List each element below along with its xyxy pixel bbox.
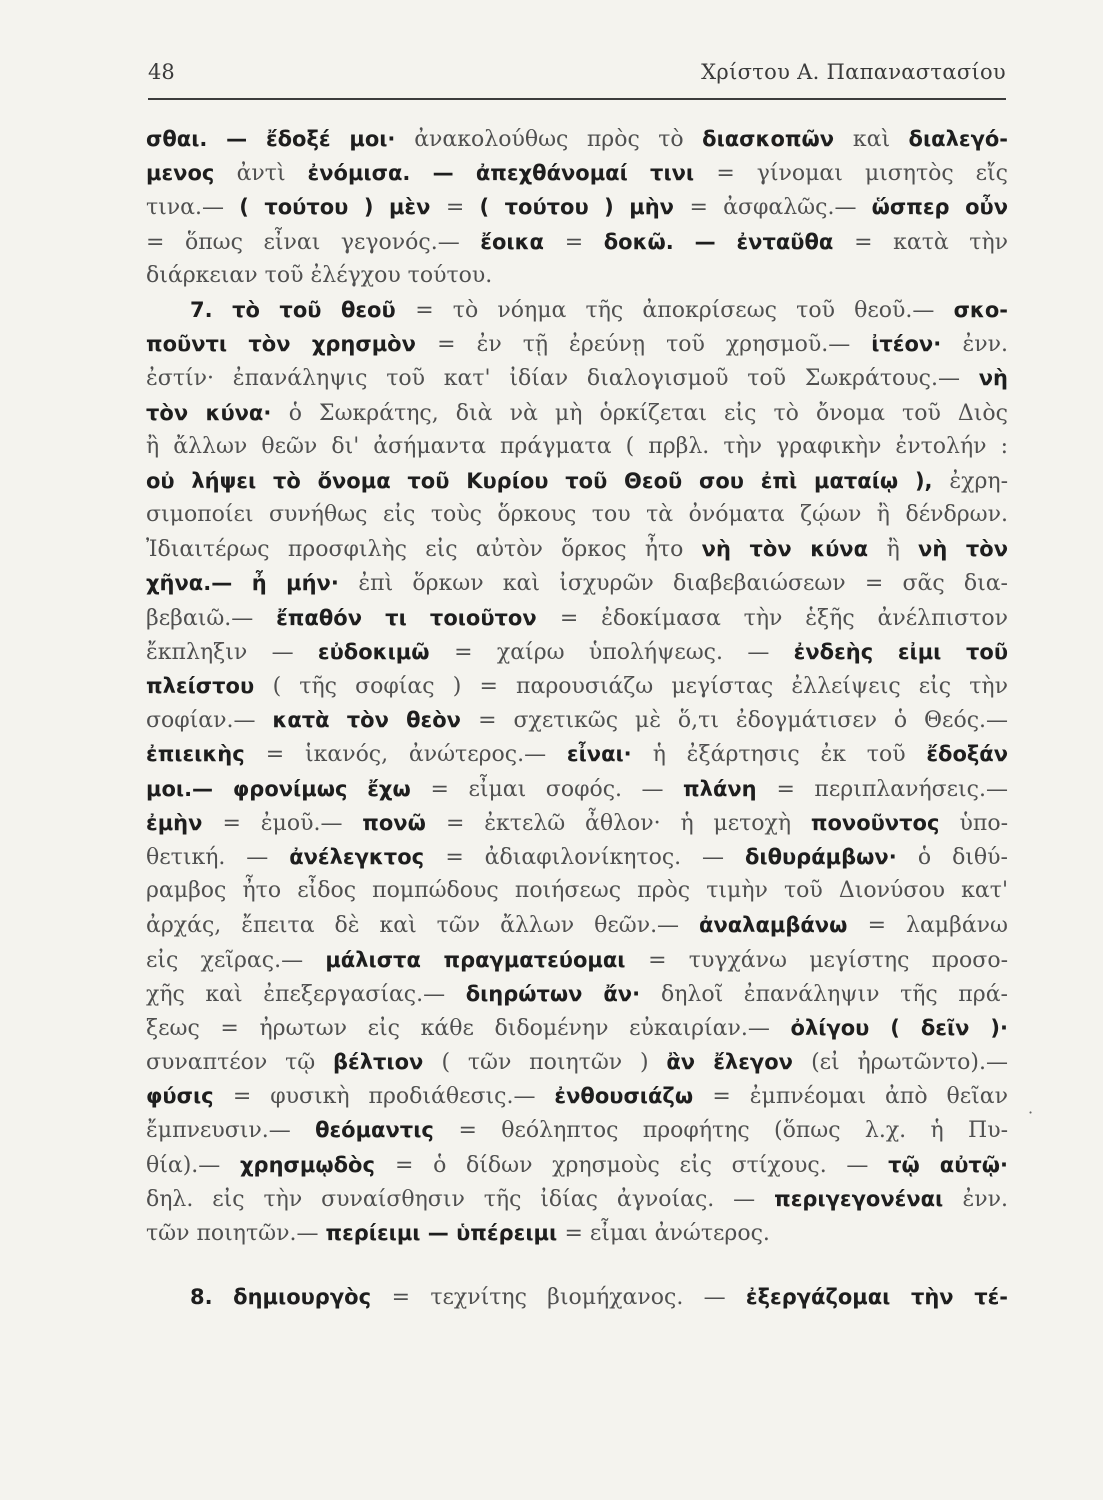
definition-text: = γίνομαι μισητὸς εἴς [716,161,1008,187]
bold-term: ( τούτου ) μὲν [239,195,446,220]
definition-text: θία).— [146,1152,241,1178]
text-line [146,669,1008,703]
text-line [146,1216,1008,1250]
glossary-text [146,122,1008,1314]
bold-term: νὴ [978,366,1008,391]
text-line [146,840,1008,874]
definition-text: συναπτέον τῷ [146,1050,333,1076]
text-line [146,122,1008,156]
definition-text: ( τῶν ποιητῶν ) [441,1050,667,1076]
definition-text: = φυσικὴ προδιάθεσις.— [232,1084,555,1110]
definition-text: καὶ [852,127,909,152]
definition-text: διάρκειαν τοῦ ἐλέγχου τούτου. [146,262,493,288]
definition-text: δηλοῖ ἐπανάληψιν τῆς πρά- [660,981,1008,1007]
definition-text: = τεχνίτης βιομήχανος. — [391,1285,746,1311]
bold-term: περιγεγονέναι [774,1186,963,1211]
definition-text: τινα.— [146,195,240,221]
bold-term: ὀλίγου ( δεῖν )· [790,1015,1008,1040]
bold-term: ( τούτου ) μὴν [479,195,690,220]
bold-term: διθυράμβων· [744,844,918,869]
bold-term: ἐπιεικὴς [146,742,266,767]
text-line [146,1079,1008,1113]
definition-text: = ἀδιαφιλονίκητος. — [445,844,745,870]
text-line [146,396,1008,430]
definition-text: δηλ. εἰς τὴν συναίσθησιν τῆς ἰδίας ἀγνοίας. — [146,1186,775,1212]
text-line [146,532,1008,566]
definition-text: = ἐδοκίμασα τὴν ἑξῆς ἀνέλπιστον [559,605,1008,631]
bold-term: χῆνα.— ἦ μήν· [146,571,359,596]
bold-term: 8. δημιουργὸς [190,1285,392,1310]
bold-term: θεόμαντις [315,1118,459,1143]
bold-term: ἐμὴν [146,810,223,835]
definition-text: = ἐν τῇ ἐρεύνῃ τοῦ χρησμοῦ.— [437,332,872,358]
bold-term: σθαι. — ἔδοξέ μοι· [146,127,415,151]
definition-text: βεβαιῶ.— [146,605,277,631]
definition-text: ὁ διθύ- [917,844,1008,870]
definition-text: = λαμβάνω [867,913,1008,939]
bold-term: ἐξεργάζομαι τὴν τέ- [745,1285,1008,1310]
definition-text: ἐχρη- [949,468,1008,494]
bold-term: νὴ τὸν [918,537,1009,562]
page-number: 48 [148,60,175,84]
definition-text: ἐνν. [962,1186,1008,1212]
definition-text: ἀνακολούθως πρὸς τὸ [414,127,703,152]
bold-term: ἔοικα [480,229,565,254]
text-line [146,1045,1008,1079]
definition-text: ἢ [886,537,919,563]
definition-text: ἡ ἐξάρτησις ἐκ τοῦ [652,742,927,768]
bold-term: ἰτέον· [871,332,963,357]
definition-text: σιμοποίει συνήθως εἰς τοὺς ὅρκους του τὰ ὀνόματα ζῴων ἢ δένδρων. [146,502,1008,528]
bold-term: ἐνδεὴς εἰμι τοῦ [793,639,1008,664]
text-line [146,327,1008,361]
definition-text: = τυγχάνω μεγίστης προσο- [648,947,1008,973]
bold-term: ἀναλαμβάνω [699,913,868,938]
definition-text: ὑπο- [959,810,1009,836]
text-line [146,225,1008,259]
bold-term: τὸν κύνα· [146,400,289,425]
bold-term: νὴ τὸν κύνα [701,537,887,562]
text-line [146,1148,1008,1182]
definition-text: ἐστίν· ἐπανάληψις τοῦ κατ' ἰδίαν διαλογισμοῦ τοῦ Σωκράτους.— [146,366,979,392]
bold-term: ἐνθουσιάζω [554,1084,713,1109]
text-line [146,1182,1008,1216]
definition-text: = σχετικῶς μὲ ὅ,τι ἐδογμάτισεν ὁ Θεός.— [478,708,1009,734]
text-line [146,1011,1008,1045]
text-line [146,874,1008,908]
definition-text: θετική. — [146,844,290,870]
text-line [146,464,1008,498]
text-line [146,908,1008,942]
bold-term: 7. τὸ τοῦ θεοῦ [190,297,416,322]
definition-text: ( τῆς σοφίας ) = παρουσιάζω μεγίστας ἐλλείψεις εἰς τὴν [272,674,1008,699]
text-line [146,635,1008,669]
definition-text: = ἱκανός, ἀνώτερος.— [265,742,567,768]
text-line [146,566,1008,600]
definition-text: ὁ Σωκράτης, διὰ νὰ μὴ ὁρκίζεται εἰς τὸ ὄνομα τοῦ Διὸς [288,400,1008,426]
text-line [146,772,1008,806]
running-title: Χρίστου Α. Παπαναστασίου [701,60,1006,84]
bold-term: δοκῶ. — ἐνταῦθα [603,229,855,254]
text-line [146,1113,1008,1147]
definition-text: τῶν ποιητῶν.— [146,1221,326,1246]
paragraph-gap [146,1250,1008,1280]
definition-text: = [445,195,480,221]
bold-term: πλάνη [683,776,777,801]
definition-text: = ἐμοῦ.— [222,810,363,836]
text-line [146,430,1008,464]
bold-term: ὥσπερ οὖν [871,195,1008,220]
bold-term: σκο- [953,297,1008,322]
definition-text: = περιπλανήσεις.— [776,776,1008,802]
text-line [146,1280,1008,1314]
bold-term: διηρώτων ἄν· [465,981,661,1006]
header-rule [148,98,1006,100]
bold-term: ἀνέλεγκτος [289,844,446,869]
bold-term: περίειμι — ὑπέρειμι [325,1221,565,1245]
bold-term: ἐνόμισα. — ἀπεχθάνομαί τινι [307,161,717,186]
bold-term: χρησμῳδὸς [240,1152,395,1177]
text-line [146,737,1008,771]
definition-text: σοφίαν.— [146,708,273,734]
bold-term: ἔδοξάν [926,742,1009,767]
definition-text: ραμβος ἦτο εἶδος πομπώδους ποιήσεως πρὸς τιμὴν τοῦ Διονύσου κατ' [146,878,1008,904]
definition-text: = ἐμπνέομαι ἀπὸ θεῖαν [712,1084,1009,1110]
definition-text: = τὸ νόημα τῆς ἀποκρίσεως τοῦ θεοῦ.— [415,297,954,323]
definition-text: Ἰδιαιτέρως προσφιλὴς εἰς αὐτὸν ὅρκος ἦτο [146,537,702,563]
bold-term: τῷ αὐτῷ· [888,1152,1009,1177]
definition-text: ἀντὶ [236,161,308,187]
definition-text: ἔμπνευσιν.— [146,1118,316,1144]
definition-text: ἔκπληξιν — [146,639,318,665]
definition-text: χῆς καὶ ἐπεξεργασίας.— [146,981,466,1007]
definition-text: ἢ ἄλλων θεῶν δι' ἀσήμαντα πράγματα ( πρβλ. τὴν γραφικὴν ἐντολήν : [146,433,1008,459]
running-header [148,60,1006,90]
definition-text: = θεόληπτος προφήτης (ὅπως λ.χ. ἡ Πυ- [458,1118,1009,1144]
bold-term: βέλτιον [333,1050,442,1075]
bold-term: διασκοπῶν [702,127,853,151]
text-line [146,190,1008,224]
bold-term: εὐδοκιμῶ [317,639,455,664]
bold-term: μάλιστα πραγματεύομαι [325,947,649,972]
bold-term: διαλεγό- [908,127,1009,151]
margin-mark: · [1028,1103,1034,1122]
text-line [146,293,1008,327]
definition-text: = [564,229,604,255]
text-line [146,977,1008,1011]
definition-text: (εἰ ἠρωτῶντο).— [811,1050,1009,1076]
definition-text: ἐνν. [962,332,1009,358]
text-line [146,361,1008,395]
text-line [146,703,1008,737]
bold-term: ἂν ἔλεγον [666,1050,812,1075]
bold-term: φύσις [146,1084,233,1109]
bold-term: πονοῦντος [810,810,960,835]
bold-term: κατὰ τὸν θεὸν [272,708,479,733]
definition-text: = ἀσφαλῶς.— [689,195,872,221]
definition-text: = εἶμαι ἀνώτερος. [564,1221,770,1246]
definition-text: ἐπὶ ὅρκων καὶ ἰσχυρῶν διαβεβαιώσεων = σᾶς δια- [358,571,1008,597]
bold-term: πλείστου [146,674,273,698]
definition-text: = ἐκτελῶ ἆθλον· ἡ μετοχὴ [445,810,811,836]
text-line [146,156,1008,190]
definition-text: ἀρχάς, ἔπειτα δὲ καὶ τῶν ἄλλων θεῶν.— [146,913,700,939]
definition-text: = ὁ δίδων χρησμοὺς εἰς στίχους. — [394,1152,889,1178]
bold-term: μοι.— φρονίμως ἔχω [146,776,431,801]
bold-term: εἶναι· [566,742,653,767]
text-line [146,601,1008,635]
bold-term: ποῦντι τὸν χρησμὸν [146,332,438,357]
definition-text: = κατὰ τὴν [854,229,1009,255]
definition-text: = εἶμαι σοφός. — [430,776,684,802]
text-line [146,259,1008,293]
definition-text: ξεως = ἠρωτων εἰς κάθε διδομένην εὐκαιρίαν.— [146,1015,791,1041]
text-line [146,806,1008,840]
definition-text: εἰς χεῖρας.— [146,947,326,973]
bold-term: μενος [146,161,237,186]
bold-term: οὐ λήψει τὸ ὄνομα τοῦ Κυρίου τοῦ Θεοῦ σου ἐπὶ ματαίῳ ), [146,468,950,493]
definition-text: = ὅπως εἶναι γεγονός.— [146,229,481,255]
text-line [146,498,1008,532]
text-line [146,943,1008,977]
bold-term: ἔπαθόν τι τοιοῦτον [276,605,560,630]
definition-text: = χαίρω ὑπολήψεως. — [454,639,794,665]
bold-term: πονῶ [362,810,446,835]
